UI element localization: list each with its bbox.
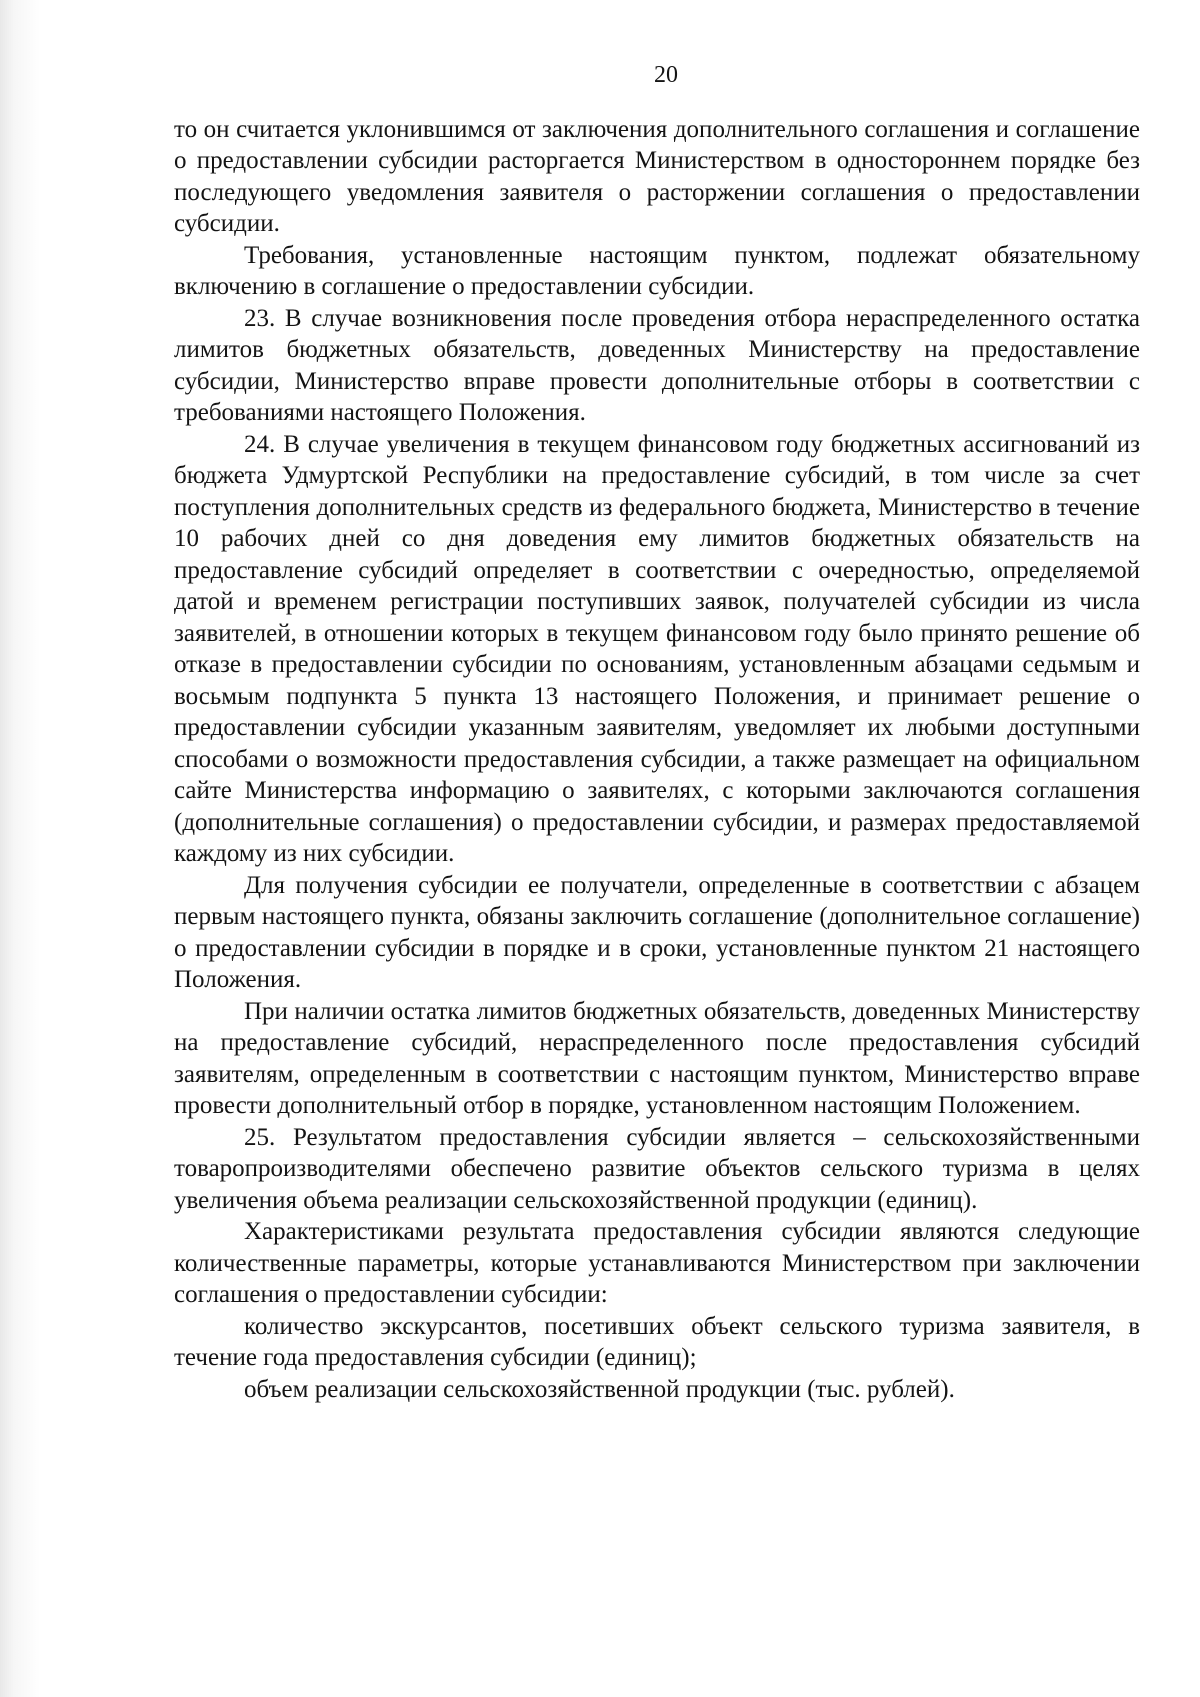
paragraph-item-24: 24. В случае увеличения в текущем финансовом году бюджетных ассигнований из бюджета Удмуртской Республики на предоставление субсидий, в том числе за счет поступления дополнительных средств из федерального бюджета, Министерство в течение 10 рабочих дней со дня доведения ему лимитов бюджетных обязательств на предоставление субсидий определяет в соответствии с очередностью, определяемой датой и временем регистрации поступивших заявок, получателей субсидии из числа заявителей, в отношении которых в текущем финансовом году было принято решение об отказе в предоставлении субсидии по основаниям, установленным абзацами седьмым и восьмым подпункта 5 пункта 13 настоящего Положения, и принимает решение о предоставлении субсидии указанным заявителям, уведомляет их любыми доступными способами о возможности предоставления субсидии, а также размещает на официальном сайте Министерства информацию о заявителях, с которыми заключаются соглашения (дополнительные соглашения) о предоставлении субсидии, и размерах предоставляемой каждому из них субсидии. — [174, 430, 1140, 867]
document-page — [174, 60, 1140, 1405]
paragraph-sales-volume: объем реализации сельскохозяйственной продукции (тыс. рублей). — [244, 1375, 955, 1403]
paragraph-remaining-limits: При наличии остатка лимитов бюджетных обязательств, доведенных Министерству на предоставление субсидий, нераспределенного после предоставления субсидий заявителям, определенным в соответствии с настоящим пунктом, Министерство вправе провести дополнительный отбор в порядке, установленном настоящим Положением. — [174, 997, 1140, 1119]
scan-edge-shadow — [0, 0, 40, 1697]
paragraph-characteristics: Характеристиками результата предоставления субсидии являются следующие количественные параметры, которые устанавливаются Министерством при заключении соглашения о предоставлении субсидии: — [174, 1218, 1140, 1308]
paragraph-obtaining-subsidy: Для получения субсидии ее получатели, определенные в соответствии с абзацем первым настоящего пункта, обязаны заключить соглашение (дополнительное соглашение) о предоставлении субсидии в порядке и в сроки, установленные пунктом 21 настоящего Положения. — [174, 871, 1140, 993]
paragraph-continuation: то он считается уклонившимся от заключения дополнительного соглашения и соглашение о предоставлении субсидии расторгается Министерством в одностороннем порядке без последующего уведомления заявителя о расторжении соглашения о предоставлении субсидии. — [174, 115, 1140, 237]
page-number: 20 — [654, 62, 678, 88]
paragraph-item-25: 25. Результатом предоставления субсидии является – сельскохозяйственными товаропроизводителями обеспечено развитие объектов сельского туризма в целях увеличения объема реализации сельскохозяйственной продукции (единиц). — [174, 1123, 1140, 1214]
paragraph-item-23: 23. В случае возникновения после проведения отбора нераспределенного остатка лимитов бюджетных обязательств, доведенных Министерству на предоставление субсидии, Министерство вправе провести дополнительные отборы в соответствии с требованиями настоящего Положения. — [174, 304, 1140, 426]
paragraph-excursionists-count: количество экскурсантов, посетивших объект сельского туризма заявителя, в течение года предоставления субсидии (единиц); — [174, 1312, 1140, 1371]
paragraph-requirements: Требования, установленные настоящим пунктом, подлежат обязательному включению в соглашение о предоставлении субсидии. — [174, 241, 1140, 300]
